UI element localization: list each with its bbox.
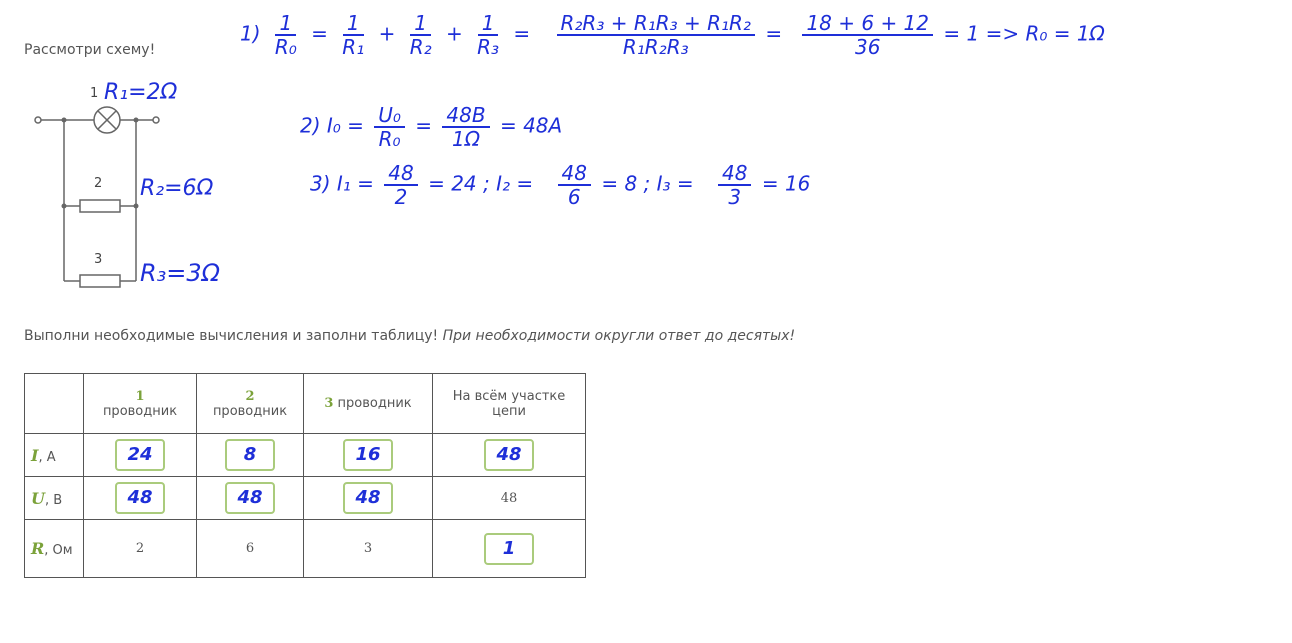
header-whole-circuit: На всём участке цепи: [433, 374, 586, 434]
row-label-resistance: R, Ом: [25, 520, 84, 578]
table-header-row: [25, 374, 586, 434]
instructions-main: Выполни необходимые вычисления и заполни таблицу!: [24, 328, 443, 344]
header-conductor-1: 1 проводник: [84, 374, 197, 434]
answer-input-i3[interactable]: 16: [343, 439, 393, 471]
prompt-text: Рассмотри схему!: [24, 42, 156, 58]
table-row-resistance: [25, 520, 586, 578]
resistor2-number: 2: [94, 176, 103, 191]
static-r3: 3: [304, 520, 433, 578]
row-label-current: I, А: [25, 434, 84, 477]
answer-input-u2[interactable]: 48: [225, 482, 275, 514]
static-utotal: 48: [433, 477, 586, 520]
instructions-italic: При необходимости округли ответ до десятых!: [442, 328, 796, 344]
answer-input-u3[interactable]: 48: [343, 482, 393, 514]
header-conductor-2: 2 проводник: [197, 374, 304, 434]
hand-r1: R₁=2Ω: [104, 80, 178, 105]
answer-table: [24, 373, 586, 578]
answer-input-i2[interactable]: 8: [225, 439, 275, 471]
hand-r3: R₃=3Ω: [140, 259, 221, 287]
static-r2: 6: [197, 520, 304, 578]
instructions: [24, 328, 795, 344]
table-row-voltage: [25, 477, 586, 520]
static-r1: 2: [84, 520, 197, 578]
row-label-voltage: U, В: [25, 477, 84, 520]
answer-input-i1[interactable]: 24: [115, 439, 165, 471]
answer-input-itotal[interactable]: 48: [484, 439, 534, 471]
hand-r2: R₂=6Ω: [140, 176, 214, 201]
work-step3: 3) I₁ = $\frac{48}{2}$ = 24 ; I₂ = $\frac{48}{6}$ = 8 ; I₃ = $\frac{48}{3}$ = 16: [310, 161, 811, 209]
work-step1: 1) $\frac{1}{\text{R₀}}$ = $\frac{1}{\text{R₁}}$ + $\frac{1}{\text{R₂}}$ + $\frac{1}{\text{R₃}}$ = $\frac{\text{R₂R₃ + R₁R₃ + R₁R₂}}{\text{R₁R₂R₃}}$ = $\frac{18 + 6 + 12}{36}$ = 1 => R₀ = 1Ω: [240, 11, 1105, 59]
lamp-number: 1: [90, 86, 99, 101]
answer-input-u1[interactable]: 48: [115, 482, 165, 514]
resistor3-number: 3: [94, 252, 103, 267]
corner-cell: [25, 374, 84, 434]
work-step2: 2) I₀ = $\frac{\text{U₀}}{\text{R₀}}$ = $\frac{48B}{1\Omega}$ = 48A: [300, 103, 563, 151]
table-row-current: [25, 434, 586, 477]
answer-input-rtotal[interactable]: 1: [484, 533, 534, 565]
header-conductor-3: 3 проводник: [304, 374, 433, 434]
